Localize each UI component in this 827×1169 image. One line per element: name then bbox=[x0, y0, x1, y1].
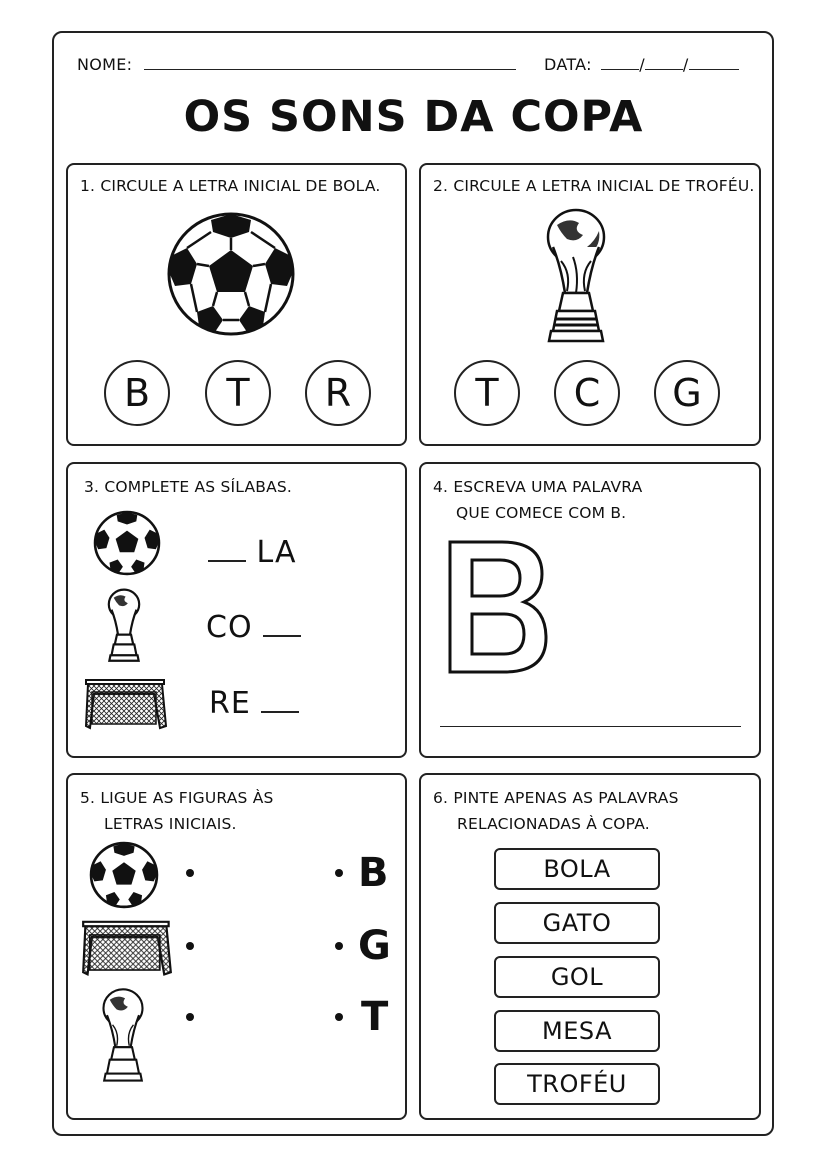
date-label: DATA: bbox=[544, 55, 592, 74]
option-t-circle[interactable]: T bbox=[205, 360, 271, 426]
option-g-circle[interactable]: G bbox=[654, 360, 720, 426]
outlined-letter-b bbox=[446, 538, 550, 676]
connect-dot-right[interactable] bbox=[335, 1013, 343, 1021]
date-year-line[interactable] bbox=[689, 55, 739, 70]
syllable-blank[interactable] bbox=[208, 556, 246, 562]
letter-t: T bbox=[361, 994, 389, 1040]
question-5-text-line1: 5. LIGUE AS FIGURAS ÀS bbox=[80, 789, 274, 807]
question-6-text-line2: RELACIONADAS À COPA. bbox=[457, 815, 650, 833]
syllable-row-3 bbox=[209, 686, 299, 721]
name-field[interactable] bbox=[77, 55, 516, 74]
option-r-circle[interactable]: R bbox=[305, 360, 371, 426]
connect-dot-left[interactable] bbox=[186, 1013, 194, 1021]
date-month-line[interactable] bbox=[645, 55, 683, 70]
trophy-icon bbox=[543, 207, 609, 347]
question-6-text-line1: 6. PINTE APENAS AS PALAVRAS bbox=[433, 789, 679, 807]
name-line[interactable] bbox=[144, 55, 516, 70]
connect-dot-left[interactable] bbox=[186, 942, 194, 950]
letter-b: B bbox=[358, 850, 389, 896]
date-field[interactable] bbox=[544, 55, 739, 74]
letter-g: G bbox=[358, 923, 391, 969]
name-label: NOME: bbox=[77, 55, 133, 74]
trophy-icon bbox=[100, 982, 146, 1090]
word-box-trofeu[interactable]: TROFÉU bbox=[494, 1063, 660, 1105]
page-title: OS SONS DA COPA bbox=[183, 92, 644, 142]
date-separator: / bbox=[639, 55, 645, 74]
date-separator: / bbox=[682, 55, 689, 74]
soccer-ball-icon bbox=[90, 842, 158, 908]
syllable-row-2 bbox=[206, 610, 301, 645]
question-3-text: 3. COMPLETE AS SÍLABAS. bbox=[84, 478, 293, 496]
soccer-ball-icon bbox=[167, 212, 295, 336]
word-box-bola[interactable]: BOLA bbox=[494, 848, 660, 890]
connect-dot-left[interactable] bbox=[186, 869, 194, 877]
question-5-text-line2: LETRAS INICIAIS. bbox=[104, 815, 237, 833]
option-b-circle[interactable]: B bbox=[104, 360, 170, 426]
word-box-gol[interactable]: GOL bbox=[494, 956, 660, 998]
soccer-ball-icon bbox=[94, 510, 160, 576]
trophy-icon bbox=[106, 588, 142, 664]
syllable-row-1 bbox=[208, 535, 296, 570]
question-4-text-line2: QUE COMECE COM B. bbox=[456, 504, 627, 522]
syllable-blank[interactable] bbox=[263, 631, 301, 637]
connect-dot-right[interactable] bbox=[335, 869, 343, 877]
goal-net-icon bbox=[81, 917, 173, 977]
syllable-text: CO bbox=[206, 610, 253, 645]
answer-line[interactable] bbox=[440, 726, 741, 727]
date-day-line[interactable] bbox=[601, 55, 639, 70]
connect-dot-right[interactable] bbox=[335, 942, 343, 950]
option-t-circle[interactable]: T bbox=[454, 360, 520, 426]
question-2-text: 2. CIRCULE A LETRA INICIAL DE TROFÉU. bbox=[433, 177, 755, 195]
syllable-blank[interactable] bbox=[261, 707, 299, 713]
question-4-text-line1: 4. ESCREVA UMA PALAVRA bbox=[433, 478, 643, 496]
syllable-text: LA bbox=[256, 535, 297, 570]
option-c-circle[interactable]: C bbox=[554, 360, 620, 426]
word-box-gato[interactable]: GATO bbox=[494, 902, 660, 944]
question-1-text: 1. CIRCULE A LETRA INICIAL DE BOLA. bbox=[80, 177, 381, 195]
goal-net-icon bbox=[84, 676, 168, 730]
word-box-mesa[interactable]: MESA bbox=[494, 1010, 660, 1052]
syllable-text: RE bbox=[209, 686, 251, 721]
